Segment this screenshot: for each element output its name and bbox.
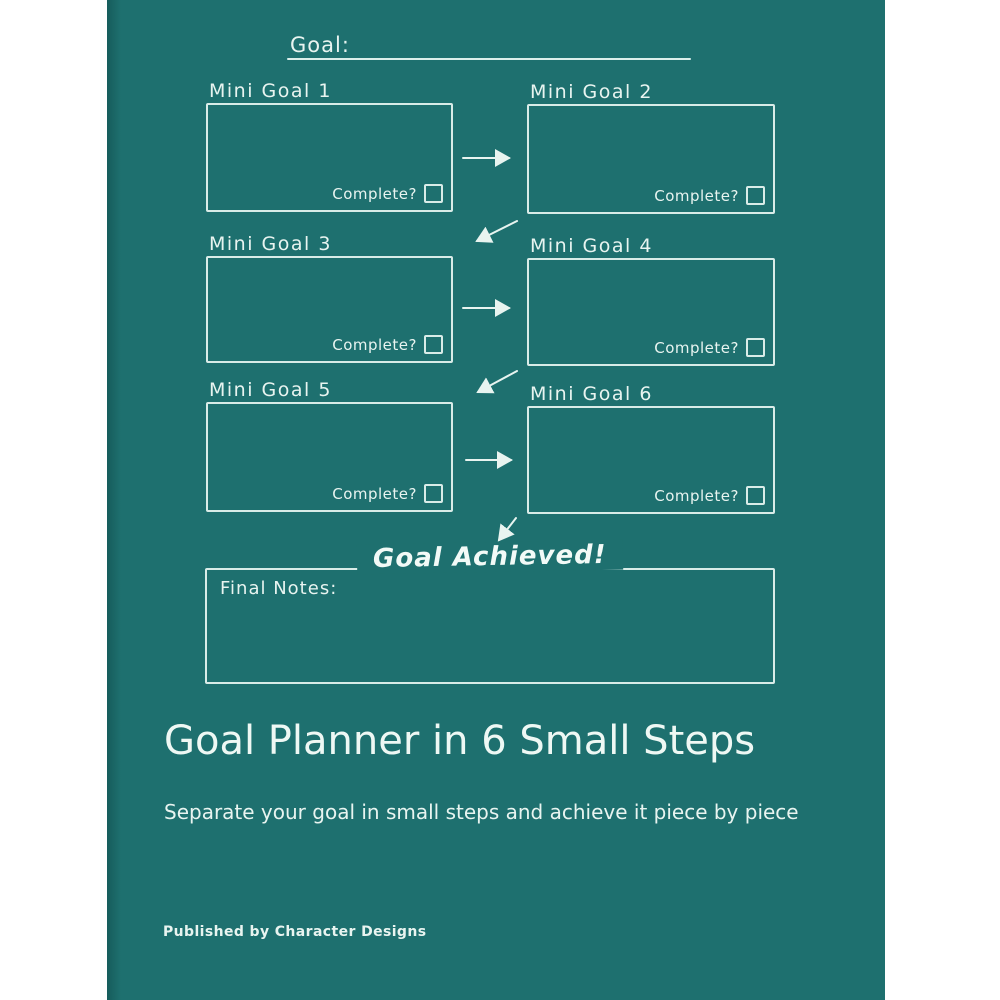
mini-goal-4-box — [527, 235, 775, 366]
goal-write-in-line — [287, 58, 691, 60]
complete-label: Complete? — [654, 186, 739, 205]
complete-label: Complete? — [332, 184, 417, 203]
cover-subtitle: Separate your goal in small steps and achieve it piece by piece — [164, 800, 799, 824]
arrow-down-left-icon-6-achieved — [499, 518, 516, 540]
complete-row — [332, 335, 443, 354]
complete-checkbox-icon — [424, 484, 443, 503]
arrow-down-left-icon-2-3 — [477, 221, 517, 241]
mini-goal-3-box — [206, 233, 453, 363]
complete-checkbox-icon — [746, 186, 765, 205]
complete-row — [654, 338, 765, 357]
goal-achieved-banner — [205, 539, 775, 575]
mini-goal-4-label: Mini Goal 4 — [530, 235, 653, 257]
cover-title: Goal Planner in 6 Small Steps — [164, 718, 756, 764]
complete-checkbox-icon — [424, 184, 443, 203]
planner-cover-page — [107, 0, 885, 1000]
complete-checkbox-icon — [746, 338, 765, 357]
final-notes-box — [205, 568, 775, 684]
complete-row — [332, 484, 443, 503]
mini-goal-2-box — [527, 81, 775, 214]
complete-label: Complete? — [332, 484, 417, 503]
arrow-down-left-icon-4-5 — [478, 371, 517, 392]
mini-goal-3-label: Mini Goal 3 — [209, 233, 332, 255]
complete-row — [332, 184, 443, 203]
complete-label: Complete? — [654, 486, 739, 505]
goal-heading: Goal: — [290, 33, 350, 57]
mini-goal-5-box — [206, 379, 453, 512]
goal-achieved-label: Goal Achieved! — [357, 540, 623, 575]
mini-goal-1-label: Mini Goal 1 — [209, 80, 332, 102]
complete-checkbox-icon — [424, 335, 443, 354]
mini-goal-1-box — [206, 80, 453, 212]
mini-goal-6-label: Mini Goal 6 — [530, 383, 653, 405]
complete-label: Complete? — [332, 335, 417, 354]
final-notes-label: Final Notes: — [220, 578, 338, 599]
mini-goal-6-box — [527, 383, 775, 514]
complete-label: Complete? — [654, 338, 739, 357]
mini-goal-2-label: Mini Goal 2 — [530, 81, 653, 103]
complete-checkbox-icon — [746, 486, 765, 505]
complete-row — [654, 186, 765, 205]
complete-row — [654, 486, 765, 505]
publisher-credit: Published by Character Designs — [163, 924, 427, 940]
mini-goal-5-label: Mini Goal 5 — [209, 379, 332, 401]
